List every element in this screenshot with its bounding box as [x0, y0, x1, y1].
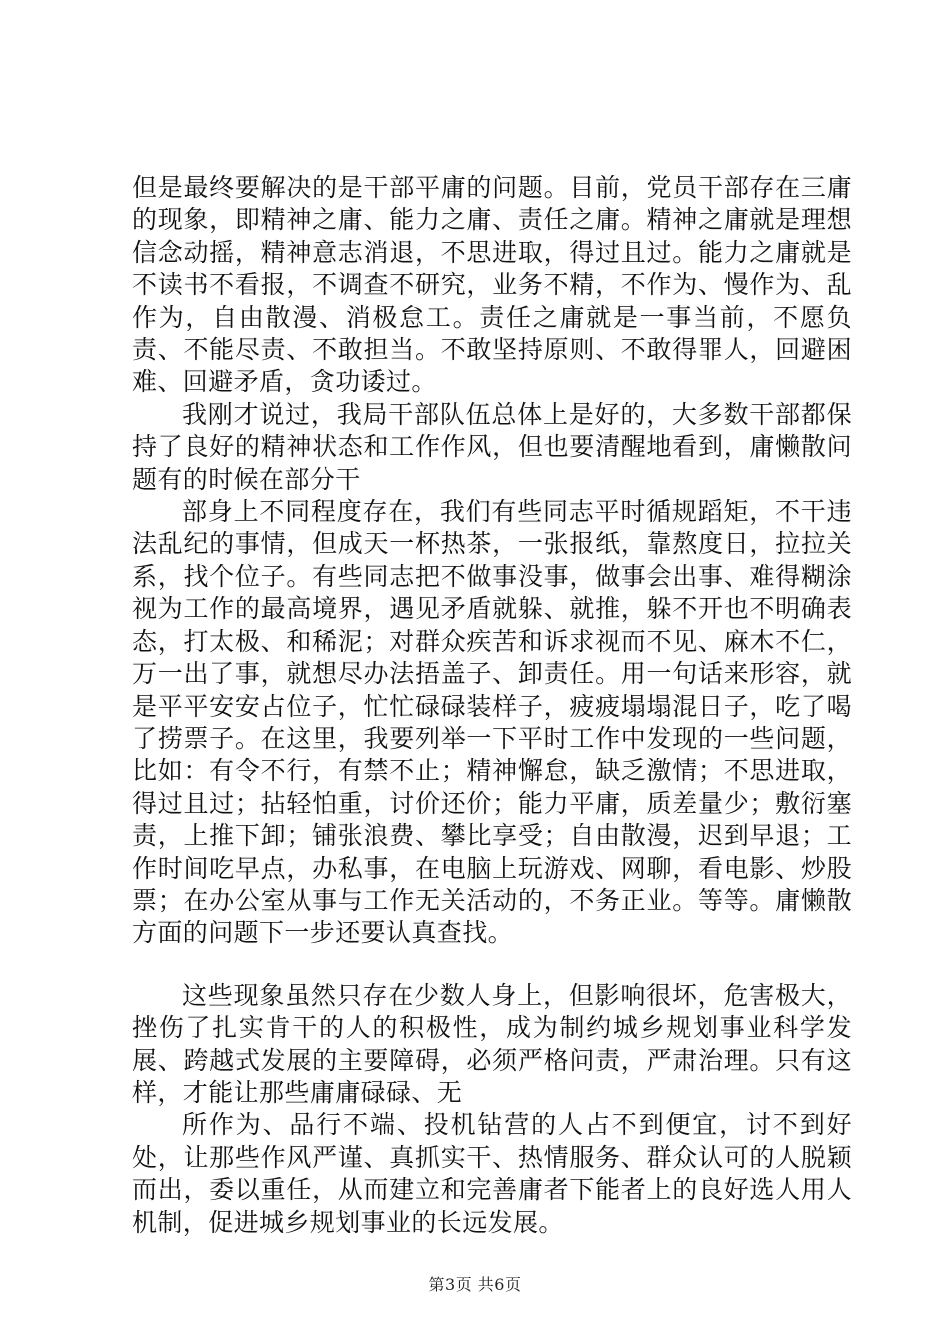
paragraph-1: 但是最终要解决的是干部平庸的问题。目前，党员干部存在三庸的现象，即精神之庸、能力之庸、责任之庸。精神之庸就是理想信念动摇，精神意志消退，不思进取，得过且过。能力之庸就是不读书不看报，不调查不研究，业务不精，不作为、慢作为、乱作为，自由散漫、消极怠工。责任之庸就是一事当前，不愿负责、不能尽责、不敢担当。不敢坚持原则、不敢得罪人，回避困难、回避矛盾，贪功诿过。 [132, 173, 852, 397]
paragraph-3: 部身上不同程度存在，我们有些同志平时循规蹈矩，不干违法乱纪的事情，但成天一杯热茶，一张报纸，靠熬度日，拉拉关系，找个位子。有些同志把不做事没事，做事会出事、难得糊涂视为工作的最高境界，遇见矛盾就躲、就推，躲不开也不明确表态，打太极、和稀泥；对群众疾苦和诉求视而不见、麻木不仁，万一出了事，就想尽办法捂盖子、卸责任。用一句话来形容，就是平平安安占位子，忙忙碌碌装样子，疲疲塌塌混日子，吃了喝了捞票子。在这里，我要列举一下平时工作中发现的一些问题，比如：有令不行，有禁不止；精神懈怠，缺乏激情；不思进取，得过且过；拈轻怕重，讨价还价；能力平庸，质差量少；敷衍塞责，上推下卸；铺张浪费、攀比享受；自由散漫，迟到早退；工作时间吃早点，办私事，在电脑上玩游戏、网聊，看电影、炒股票；在办公室从事与工作无关活动的，不务正业。等等。庸懒散方面的问题下一步还要认真查找。 [132, 497, 852, 948]
document-body [132, 172, 852, 1239]
page-number-footer: 第3页 共6页 [428, 1275, 522, 1294]
paragraph-4: 这些现象虽然只存在少数人身上，但影响很坏，危害极大，挫伤了扎实肯干的人的积极性，成为制约城乡规划事业科学发展、跨越式发展的主要障碍，必须严格问责，严肃治理。只有这样，才能让那些庸庸碌碌、无 [132, 980, 852, 1107]
paragraph-5: 所作为、品行不端、投机钻营的人占不到便宜，讨不到好处，让那些作风严谨、真抓实干、热情服务、群众认可的人脱颖而出，委以重任，从而建立和完善庸者下能者上的良好选人用人机制，促进城乡规划事业的长远发展。 [132, 1110, 852, 1237]
paragraph-2: 我刚才说过，我局干部队伍总体上是好的，大多数干部都保持了良好的精神状态和工作作风，但也要清醒地看到，庸懒散问题有的时候在部分干 [132, 399, 852, 494]
